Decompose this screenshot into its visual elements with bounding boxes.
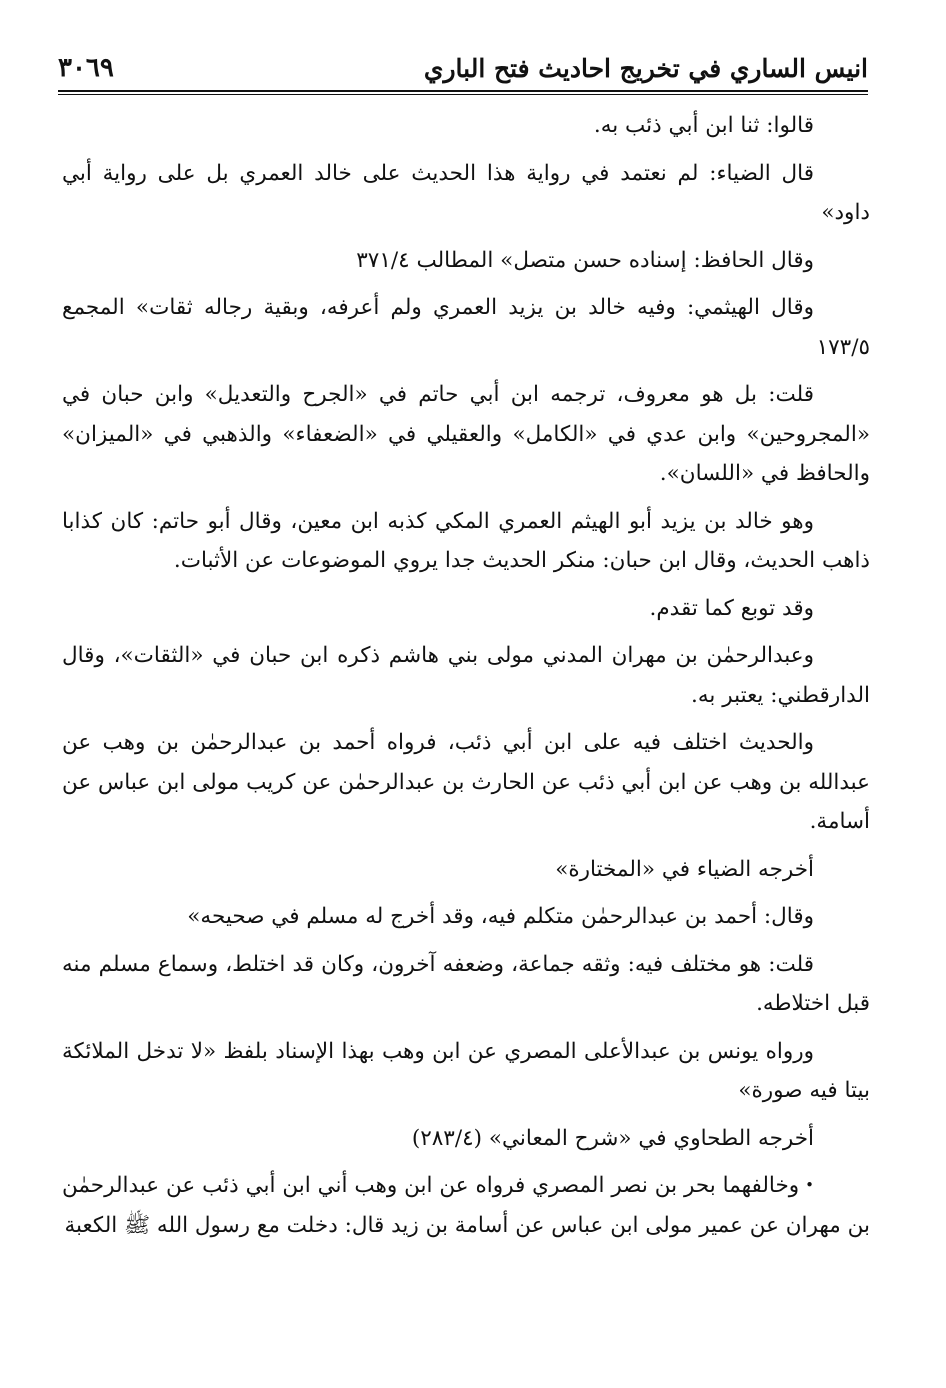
paragraph: وقال الهيثمي: وفيه خالد بن يزيد العمري ولم أعرفه، وبقية رجاله ثقات» المجمع ١٧٣/٥ bbox=[62, 295, 870, 360]
bullet-icon: • bbox=[805, 1176, 814, 1194]
page-number: ٣٠٦٩ bbox=[58, 53, 114, 83]
paragraph: وعبدالرحمٰن بن مهران المدني مولى بني هاشم ذكره ابن حبان في «الثقات»، وقال الدارقطني: يعتبر به. bbox=[62, 643, 870, 708]
paragraph: قلت: هو مختلف فيه: وثقه جماعة، وضعفه آخرون، وكان قد اختلط، وسماع مسلم منه قبل اختلاطه. bbox=[62, 951, 870, 1016]
running-header bbox=[58, 48, 868, 88]
book-title: انيس الساري في تخريج احاديث فتح الباري bbox=[423, 53, 868, 83]
paragraph: أخرجه الطحاوي في «شرح المعاني» (٢٨٣/٤) bbox=[411, 1125, 814, 1151]
paragraph: قالوا: ثنا ابن أبي ذئب به. bbox=[593, 113, 814, 138]
bullet-paragraph bbox=[62, 1166, 870, 1245]
paragraph: والحديث اختلف فيه على ابن أبي ذئب، فرواه أحمد بن عبدالرحمٰن بن وهب عن عبدالله بن وهب عن ابن أبي ذئب عن الحارث بن عبدالرحمٰن عن كريب مولى ابن عباس عن أسامة. bbox=[62, 730, 870, 834]
paragraph: قال الضياء: لم نعتمد في رواية هذا الحديث على خالد العمري بل على رواية أبي داود» bbox=[62, 160, 870, 225]
body-text bbox=[62, 106, 870, 1253]
paragraph: وقال: أحمد بن عبدالرحمٰن متكلم فيه، وقد أخرج له مسلم في صحيحه» bbox=[187, 904, 814, 929]
paragraph: ورواه يونس بن عبدالأعلى المصري عن ابن وهب بهذا الإسناد بلفظ «لا تدخل الملائكة بيتا فيه صورة» bbox=[62, 1038, 870, 1103]
paragraph: وقد توبع كما تقدم. bbox=[649, 595, 814, 621]
header-rule-thin bbox=[58, 94, 868, 95]
paragraph: وهو خالد بن يزيد أبو الهيثم العمري المكي كذبه ابن معين، وقال أبو حاتم: كان كذابا ذاهب الحديث، وقال ابن حبان: منكر الحديث جدا يروي الموضوعات عن الأثبات. bbox=[62, 508, 870, 573]
paragraph: قلت: بل هو معروف، ترجمه ابن أبي حاتم في «الجرح والتعديل» وابن حبان في «المجروحين» وابن عدي في «الكامل» والعقيلي في «الضعفاء» والذهبي في «الميزان» والحافظ في «اللسان». bbox=[62, 382, 870, 486]
paragraph: أخرجه الضياء في «المختارة» bbox=[555, 856, 814, 882]
paragraph: وقال الحافظ: إسناده حسن متصل» المطالب ٣٧١/٤ bbox=[356, 247, 814, 273]
header-rule bbox=[58, 90, 868, 92]
bullet-paragraph-text: وخالفهما بحر بن نصر المصري فرواه عن ابن وهب أني ابن أبي ذئب عن عبدالرحمٰن بن مهران عن عمير مولى ابن عباس عن أسامة بن زيد قال: دخلت مع رسول الله ﷺ الكعبة bbox=[62, 1173, 870, 1238]
